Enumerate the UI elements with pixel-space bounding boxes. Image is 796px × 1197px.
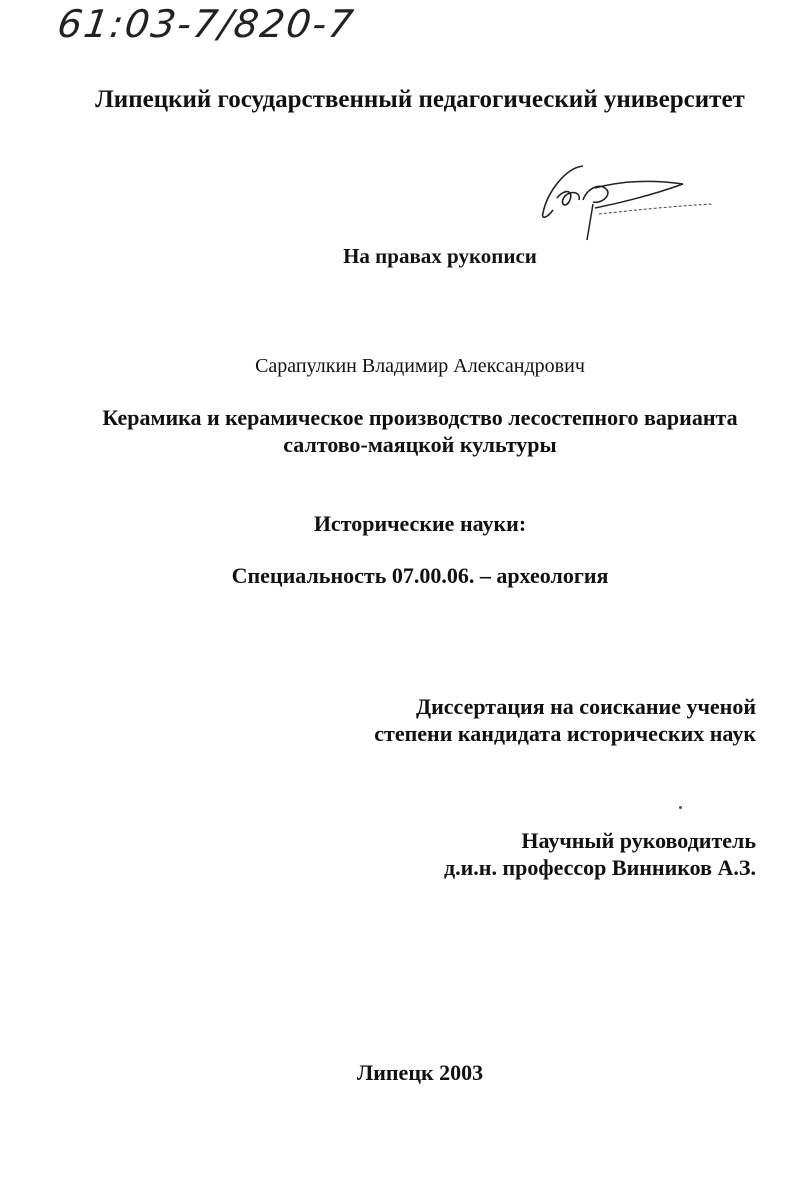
supervisor-block — [444, 827, 756, 881]
dissertation-title-line-1: Керамика и керамическое производство лесостепного варианта — [102, 405, 738, 430]
ink-speck — [679, 806, 682, 809]
dissertation-statement-line-1: Диссертация на соискание ученой — [415, 694, 756, 719]
author-name: Сарапулкин Владимир Александрович — [255, 355, 585, 377]
university-name: Липецкий государственный педагогический университет — [95, 86, 745, 113]
field-of-science: Исторические науки: — [313, 511, 527, 536]
signature-icon — [535, 158, 720, 243]
supervisor-line-1: Научный руководитель — [521, 828, 756, 853]
city-year: Липецк 2003 — [356, 1060, 484, 1085]
handwritten-catalog-number: 61:03-7/820-7 — [54, 2, 358, 46]
supervisor-line-2: д.и.н. профессор Винников А.З. — [443, 855, 756, 880]
manuscript-note: На правах рукописи — [343, 244, 537, 268]
dissertation-title-line-2: салтово-маяцкой культуры — [283, 432, 557, 457]
specialty: Специальность 07.00.06. – археология — [231, 563, 609, 588]
dissertation-statement — [374, 693, 756, 747]
dissertation-statement-line-2: степени кандидата исторических наук — [374, 721, 756, 746]
